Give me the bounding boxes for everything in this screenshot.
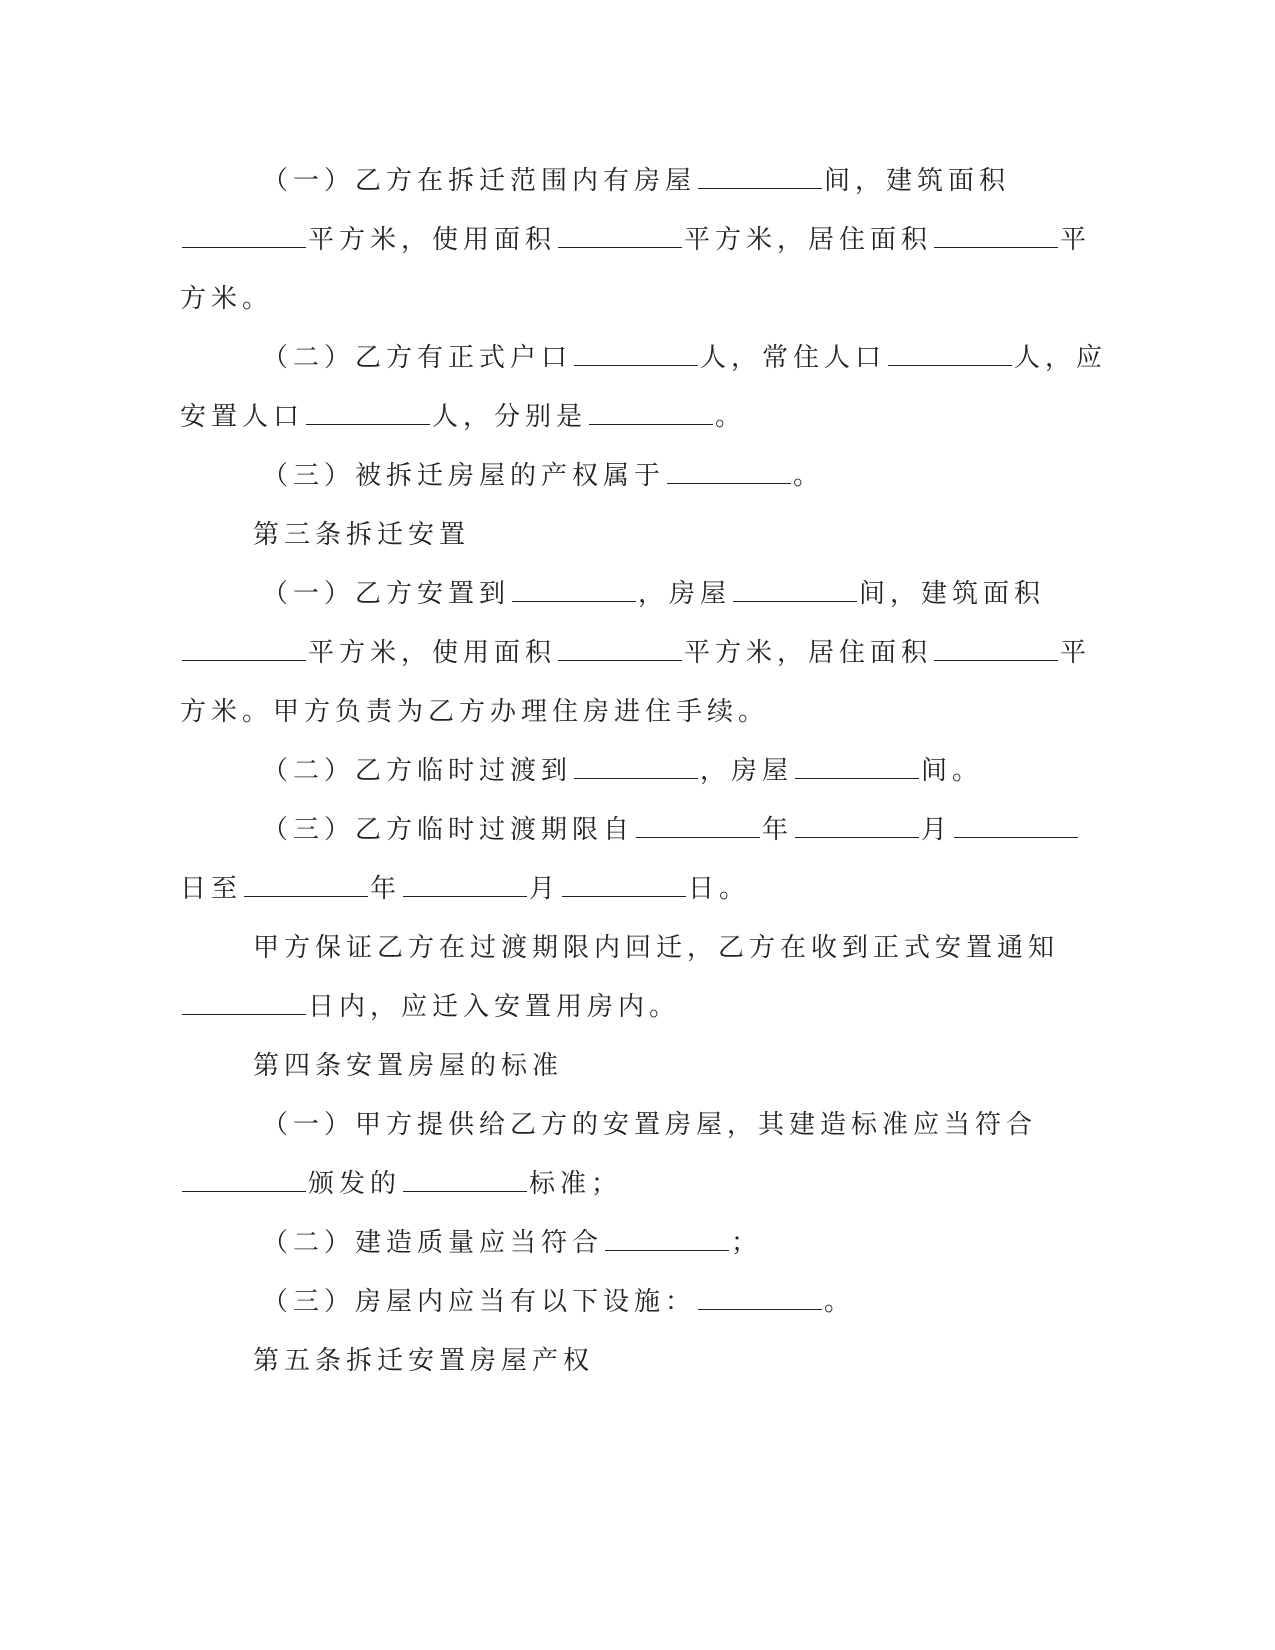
text-line: [262, 578, 1045, 610]
text-line: [180, 1168, 622, 1200]
text-segment: 标准；: [529, 1169, 623, 1199]
fill-in-blank[interactable]: [574, 343, 698, 366]
text-segment: 日。: [688, 874, 751, 904]
fill-in-blank[interactable]: [667, 461, 791, 484]
text-line: [253, 932, 1059, 964]
text-segment: 月: [921, 815, 953, 845]
text-line: [253, 519, 470, 551]
fill-in-blank[interactable]: [698, 1287, 822, 1310]
fill-in-blank[interactable]: [182, 225, 306, 248]
text-segment: 颁发的: [308, 1169, 402, 1199]
fill-in-blank[interactable]: [605, 1228, 729, 1251]
fill-in-blank[interactable]: [795, 815, 919, 838]
text-line: [253, 1345, 594, 1377]
fill-in-blank[interactable]: [954, 815, 1078, 838]
fill-in-blank[interactable]: [589, 402, 713, 425]
text-segment: 第四条安置房屋的标准: [253, 1051, 564, 1081]
text-segment: 平: [1060, 225, 1092, 255]
text-segment: （二）建造质量应当符合: [262, 1228, 604, 1258]
text-segment: （二）乙方有正式户口: [262, 343, 573, 373]
text-segment: 日至: [180, 874, 243, 904]
text-segment: 人，分别是: [432, 402, 588, 432]
fill-in-blank[interactable]: [934, 225, 1058, 248]
fill-in-blank[interactable]: [182, 638, 306, 661]
fill-in-blank[interactable]: [795, 756, 919, 779]
text-segment: 方米。: [180, 284, 274, 314]
text-segment: 人，应: [1014, 343, 1108, 373]
text-line: [262, 1227, 762, 1259]
text-segment: （一）甲方提供给乙方的安置房屋，其建造标准应当符合: [262, 1110, 1038, 1140]
fill-in-blank[interactable]: [558, 225, 682, 248]
text-line: [262, 755, 983, 787]
text-segment: 间。: [921, 756, 984, 786]
text-segment: （三）乙方临时过渡期限自: [262, 815, 635, 845]
text-segment: 。: [715, 402, 747, 432]
text-line: [180, 401, 746, 433]
text-line: [262, 460, 824, 492]
text-line: [253, 1050, 563, 1082]
text-segment: 安置人口: [180, 402, 305, 432]
text-line: [262, 1109, 1037, 1141]
text-segment: 人，常住人口: [700, 343, 887, 373]
text-line: [180, 991, 680, 1023]
text-segment: 平: [1060, 638, 1092, 668]
fill-in-blank[interactable]: [182, 1169, 306, 1192]
fill-in-blank[interactable]: [574, 756, 698, 779]
text-line: [262, 1286, 855, 1318]
fill-in-blank[interactable]: [558, 638, 682, 661]
fill-in-blank[interactable]: [182, 992, 306, 1015]
text-segment: 平方米，居住面积: [684, 225, 933, 255]
text-segment: （一）乙方安置到: [262, 579, 511, 609]
text-line: [180, 696, 769, 728]
text-line: [262, 342, 1107, 374]
text-line: [180, 224, 1091, 256]
text-segment: ；: [731, 1228, 763, 1258]
text-segment: 方米。甲方负责为乙方办理住房进住手续。: [180, 697, 770, 727]
fill-in-blank[interactable]: [733, 579, 857, 602]
fill-in-blank[interactable]: [562, 874, 686, 897]
fill-in-blank[interactable]: [698, 166, 822, 189]
text-line: [180, 637, 1091, 669]
text-segment: ，房屋: [700, 756, 794, 786]
text-line: [262, 165, 1010, 197]
text-segment: 月: [529, 874, 561, 904]
text-segment: 平方米，使用面积: [308, 225, 557, 255]
text-segment: 年: [370, 874, 402, 904]
fill-in-blank[interactable]: [306, 402, 430, 425]
text-segment: （二）乙方临时过渡到: [262, 756, 573, 786]
text-segment: 间，建筑面积: [824, 166, 1011, 196]
fill-in-blank[interactable]: [888, 343, 1012, 366]
text-segment: （三）房屋内应当有以下设施：: [262, 1287, 697, 1317]
text-segment: 。: [824, 1287, 856, 1317]
text-segment: 平方米，使用面积: [308, 638, 557, 668]
text-segment: 第三条拆迁安置: [253, 520, 471, 550]
text-segment: 。: [793, 461, 825, 491]
text-segment: 日内，应迁入安置用房内。: [308, 992, 681, 1022]
text-segment: ，房屋: [638, 579, 732, 609]
text-line: [262, 814, 1080, 846]
text-segment: 第五条拆迁安置房屋产权: [253, 1346, 595, 1376]
text-segment: 年: [762, 815, 794, 845]
fill-in-blank[interactable]: [934, 638, 1058, 661]
fill-in-blank[interactable]: [403, 1169, 527, 1192]
fill-in-blank[interactable]: [512, 579, 636, 602]
text-segment: 间，建筑面积: [859, 579, 1046, 609]
text-segment: 甲方保证乙方在过渡期限内回迁，乙方在收到正式安置通知: [253, 933, 1060, 963]
fill-in-blank[interactable]: [244, 874, 368, 897]
fill-in-blank[interactable]: [403, 874, 527, 897]
text-line: [180, 873, 750, 905]
text-segment: 平方米，居住面积: [684, 638, 933, 668]
text-line: [180, 283, 273, 315]
fill-in-blank[interactable]: [636, 815, 760, 838]
text-segment: （三）被拆迁房屋的产权属于: [262, 461, 666, 491]
text-segment: （一）乙方在拆迁范围内有房屋: [262, 166, 697, 196]
